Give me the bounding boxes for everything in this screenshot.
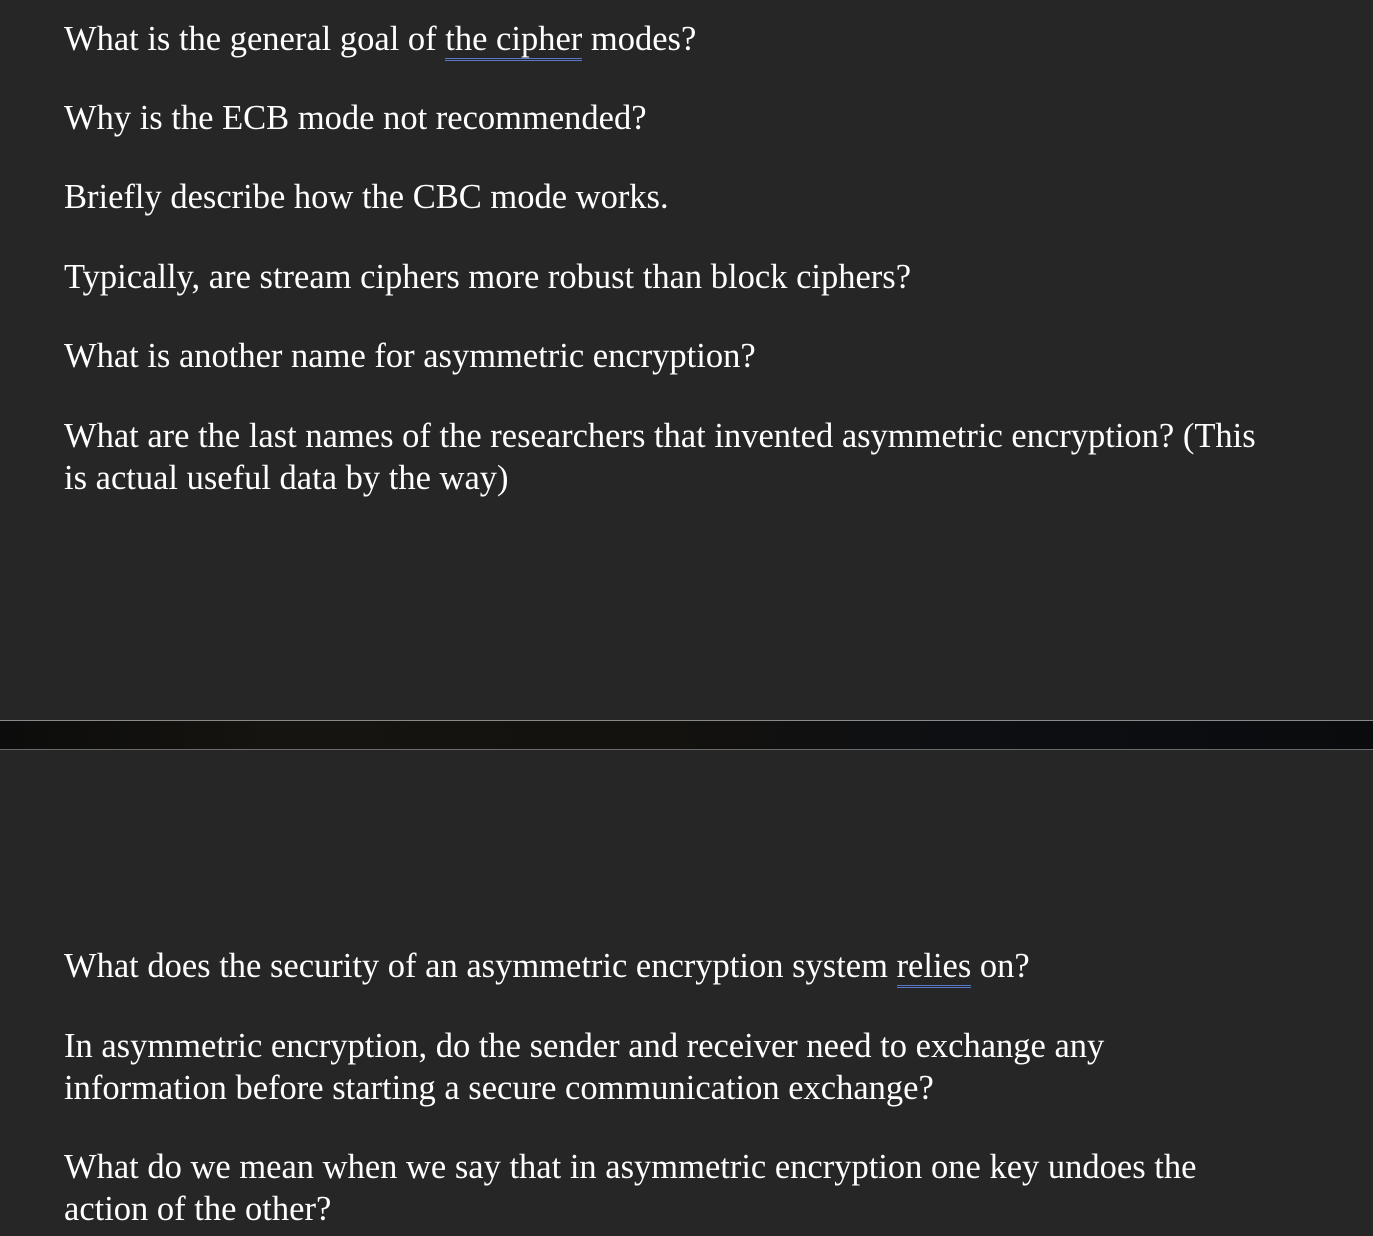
question-line: In asymmetric encryption, do the sender and receiver need to exchange any	[64, 1027, 1105, 1065]
question-stream-vs-block: Typically, are stream ciphers more robust than block ciphers?	[64, 258, 912, 296]
question-text: on?	[971, 947, 1030, 985]
question-key-undoes-other	[64, 1146, 1196, 1230]
question-cbc-mode: Briefly describe how the CBC mode works.	[64, 178, 669, 216]
question-key-exchange	[64, 1025, 1104, 1109]
question-line: is actual useful data by the way)	[64, 459, 509, 497]
question-asymmetric-security	[64, 945, 1030, 987]
question-cipher-modes-goal	[64, 18, 696, 60]
question-asymmetric-inventors	[64, 415, 1256, 499]
page-break	[0, 720, 1373, 750]
question-asymmetric-name: What is another name for asymmetric encryption?	[64, 337, 756, 375]
question-ecb-mode: Why is the ECB mode not recommended?	[64, 99, 647, 137]
question-text: What does the security of an asymmetric encryption system	[64, 947, 897, 985]
question-line: What are the last names of the researchers that invented asymmetric encryption? (This	[64, 417, 1256, 455]
document-page-bottom	[0, 750, 1373, 1236]
question-line: action of the other?	[64, 1190, 332, 1228]
question-line: What do we mean when we say that in asymmetric encryption one key undoes the	[64, 1148, 1197, 1186]
question-line: information before starting a secure communication exchange?	[64, 1069, 934, 1107]
question-text: What is the general goal of	[64, 20, 446, 58]
grammar-suggestion-mark[interactable]: the cipher	[445, 20, 582, 61]
grammar-suggestion-mark[interactable]: relies	[897, 947, 972, 988]
question-text: modes?	[582, 20, 697, 58]
